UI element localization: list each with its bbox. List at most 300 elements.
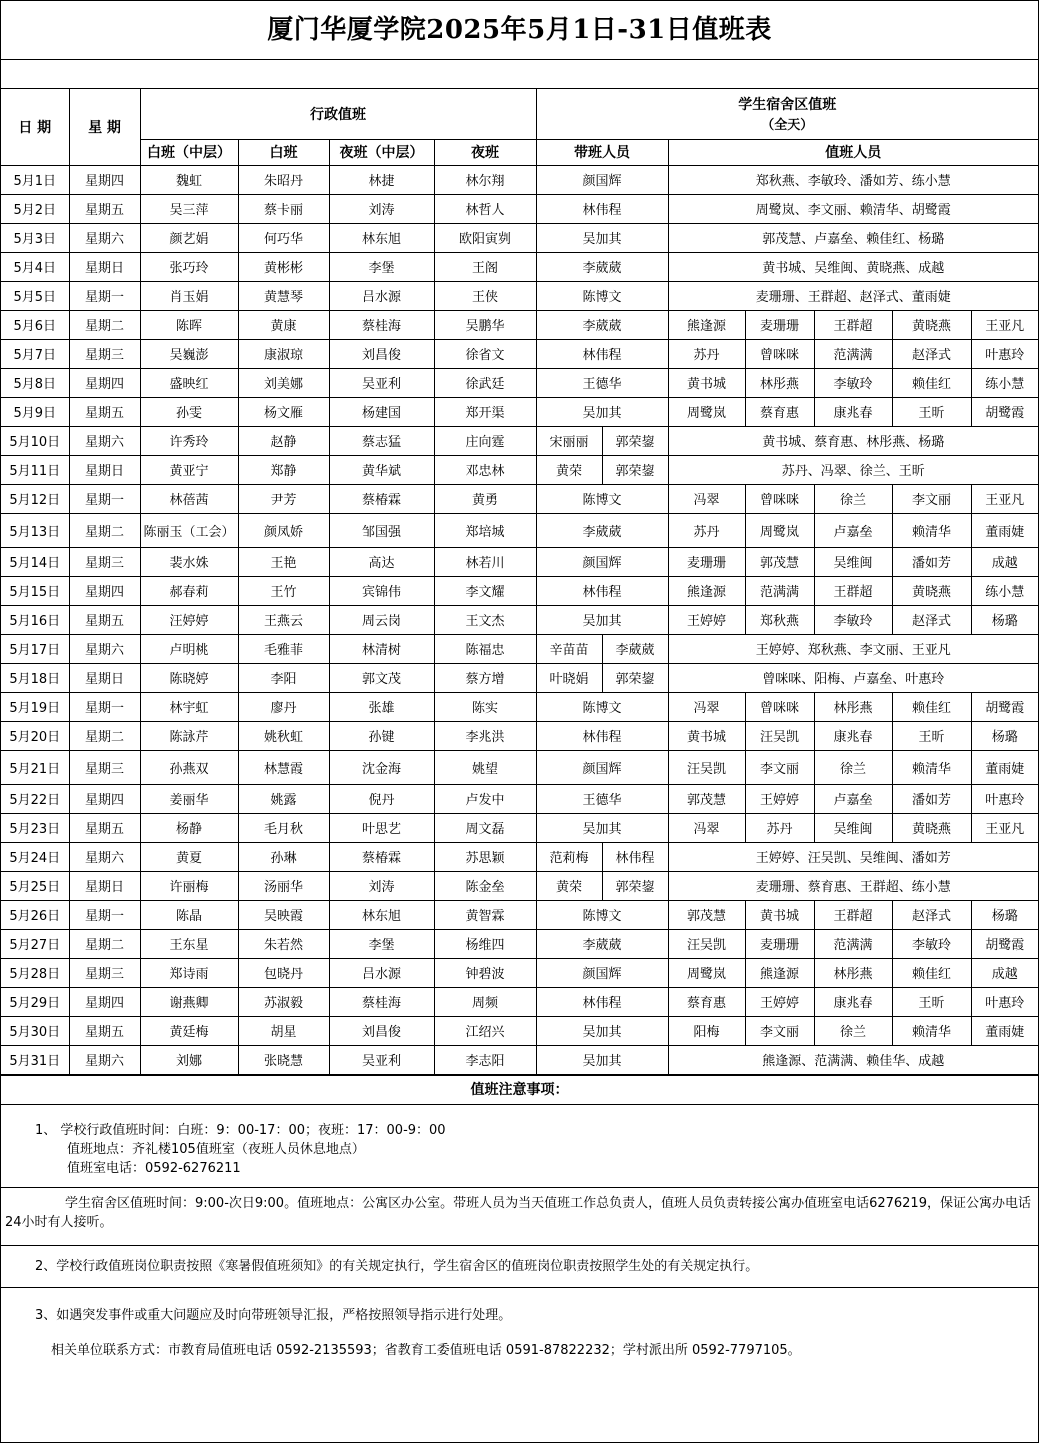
cell-day-mid: 黄廷梅 xyxy=(140,1016,238,1045)
cell-leader: 颜国辉 xyxy=(536,750,668,784)
cell-staff: 杨璐 xyxy=(971,900,1038,929)
cell-staff: 郭茂慧 xyxy=(668,784,745,813)
cell-weekday: 星期四 xyxy=(69,987,140,1016)
cell-leader: 王德华 xyxy=(536,368,668,397)
cell-staff: 麦珊珊 xyxy=(668,547,745,576)
cell-date: 5月9日 xyxy=(1,397,69,426)
cell-night: 陈福忠 xyxy=(434,634,536,663)
cell-weekday: 星期六 xyxy=(69,634,140,663)
cell-leader: 黄荣 xyxy=(536,871,602,900)
cell-day: 何巧华 xyxy=(238,223,329,252)
cell-night: 李志阳 xyxy=(434,1045,536,1074)
cell-day: 蔡卡丽 xyxy=(238,194,329,223)
cell-night: 李文耀 xyxy=(434,576,536,605)
cell-staff: 李文丽 xyxy=(745,750,814,784)
cell-date: 5月6日 xyxy=(1,310,69,339)
header-dorm-title: 学生宿舍区值班 xyxy=(738,97,837,114)
cell-leader: 李葳葳 xyxy=(536,513,668,547)
cell-leader: 李葳葳 xyxy=(536,252,668,281)
cell-day: 张晓慧 xyxy=(238,1045,329,1074)
cell-date: 5月2日 xyxy=(1,194,69,223)
cell-staff: 阳梅 xyxy=(668,1016,745,1045)
note-admin-phone: 值班室电话：0592-6276211 xyxy=(67,1160,241,1176)
cell-night-mid: 蔡椿霖 xyxy=(329,484,434,513)
cell-staff: 练小慧 xyxy=(971,368,1038,397)
header-staff: 值班人员 xyxy=(668,139,1038,165)
cell-day-mid: 郝春莉 xyxy=(140,576,238,605)
cell-day: 毛雅菲 xyxy=(238,634,329,663)
cell-date: 5月13日 xyxy=(1,513,69,547)
cell-weekday: 星期四 xyxy=(69,368,140,397)
table-row xyxy=(1,871,1038,900)
cell-night: 欧阳寅刿 xyxy=(434,223,536,252)
cell-leader: 林伟程 xyxy=(536,576,668,605)
cell-date: 5月10日 xyxy=(1,426,69,455)
cell-staff: 李敏玲 xyxy=(814,368,892,397)
table-row xyxy=(1,721,1038,750)
cell-night: 郑开渠 xyxy=(434,397,536,426)
cell-date: 5月23日 xyxy=(1,813,69,842)
table-row xyxy=(1,368,1038,397)
cell-day: 包晓丹 xyxy=(238,958,329,987)
cell-staff: 林彤燕 xyxy=(814,692,892,721)
cell-weekday: 星期六 xyxy=(69,223,140,252)
cell-night-mid: 吕水源 xyxy=(329,281,434,310)
cell-staff: 黄书城、吴维闽、黄晓燕、成越 xyxy=(668,252,1038,281)
cell-night-mid: 宾锦伟 xyxy=(329,576,434,605)
header-night-mid: 夜班（中层） xyxy=(329,139,434,165)
cell-staff: 郭茂慧 xyxy=(745,547,814,576)
cell-staff: 胡鹭霞 xyxy=(971,692,1038,721)
cell-staff: 黄晓燕 xyxy=(892,813,971,842)
table-row xyxy=(1,784,1038,813)
cell-staff: 王婷婷、郑秋燕、李文丽、王亚凡 xyxy=(668,634,1038,663)
cell-night-mid: 郭文茂 xyxy=(329,663,434,692)
notes-title: 值班注意事项： xyxy=(1,1075,1038,1105)
table-row xyxy=(1,397,1038,426)
table-row xyxy=(1,929,1038,958)
cell-weekday: 星期日 xyxy=(69,252,140,281)
cell-night-mid: 沈金海 xyxy=(329,750,434,784)
note-dorm-hours: 学生宿舍区值班时间：9:00-次日9:00。值班地点：公寓区办公室。带班人员为当天值班工作总负责人，值班人员负责转接公寓办值班室电话6276219，保证公寓办电话24小时有人接听。 xyxy=(1,1188,1038,1246)
cell-staff: 苏丹 xyxy=(745,813,814,842)
cell-weekday: 星期五 xyxy=(69,813,140,842)
note-contacts: 相关单位联系方式：市教育局值班电话 0592-2135593；省教育工委值班电话 0591-87822232；学村派出所 0592-7797105。 xyxy=(51,1342,801,1358)
cell-staff: 王群超 xyxy=(814,900,892,929)
cell-staff: 王亚凡 xyxy=(971,484,1038,513)
cell-staff: 潘如芳 xyxy=(892,784,971,813)
header-weekday: 星 期 xyxy=(69,89,140,165)
cell-date: 5月26日 xyxy=(1,900,69,929)
cell-staff: 麦珊珊 xyxy=(745,929,814,958)
cell-night: 王阁 xyxy=(434,252,536,281)
cell-leader: 李葳葳 xyxy=(536,929,668,958)
cell-staff: 杨璐 xyxy=(971,605,1038,634)
cell-day: 颜凤娇 xyxy=(238,513,329,547)
table-row xyxy=(1,339,1038,368)
cell-weekday: 星期二 xyxy=(69,513,140,547)
cell-staff: 苏丹、冯翠、徐兰、王昕 xyxy=(668,455,1038,484)
cell-staff: 叶惠玲 xyxy=(971,339,1038,368)
cell-day-mid: 陈詠芹 xyxy=(140,721,238,750)
cell-staff: 麦珊珊、蔡育惠、王群超、练小慧 xyxy=(668,871,1038,900)
cell-staff: 赖佳红 xyxy=(892,368,971,397)
cell-staff: 吴维闽 xyxy=(814,547,892,576)
cell-date: 5月22日 xyxy=(1,784,69,813)
cell-staff: 赵泽式 xyxy=(892,339,971,368)
cell-night: 杨维四 xyxy=(434,929,536,958)
cell-day-mid: 刘娜 xyxy=(140,1045,238,1074)
cell-day-mid: 陈晓婷 xyxy=(140,663,238,692)
cell-staff: 李文丽 xyxy=(892,484,971,513)
cell-day-mid: 谢燕卿 xyxy=(140,987,238,1016)
cell-leader: 林伟程 xyxy=(602,842,668,871)
cell-staff: 汪吴凯 xyxy=(668,929,745,958)
table-row xyxy=(1,252,1038,281)
cell-day: 黄慧琴 xyxy=(238,281,329,310)
header-dorm-duty xyxy=(536,89,1038,139)
note-emergency xyxy=(1,1288,1038,1430)
cell-day-mid: 汪婷婷 xyxy=(140,605,238,634)
cell-staff: 卢嘉垒 xyxy=(814,513,892,547)
cell-day: 汤丽华 xyxy=(238,871,329,900)
cell-date: 5月21日 xyxy=(1,750,69,784)
cell-night: 陈金垒 xyxy=(434,871,536,900)
cell-day-mid: 魏虹 xyxy=(140,165,238,194)
table-row xyxy=(1,813,1038,842)
cell-night-mid: 倪丹 xyxy=(329,784,434,813)
cell-day: 王燕云 xyxy=(238,605,329,634)
cell-staff: 练小慧 xyxy=(971,576,1038,605)
cell-leader: 吴加其 xyxy=(536,223,668,252)
cell-date: 5月15日 xyxy=(1,576,69,605)
cell-weekday: 星期日 xyxy=(69,663,140,692)
cell-staff: 王婷婷 xyxy=(668,605,745,634)
cell-night: 黄勇 xyxy=(434,484,536,513)
cell-staff: 范满满 xyxy=(745,576,814,605)
cell-night: 江绍兴 xyxy=(434,1016,536,1045)
cell-leader: 陈博文 xyxy=(536,281,668,310)
cell-night-mid: 林捷 xyxy=(329,165,434,194)
cell-day: 尹芳 xyxy=(238,484,329,513)
table-row xyxy=(1,576,1038,605)
cell-date: 5月31日 xyxy=(1,1045,69,1074)
cell-leader: 颜国辉 xyxy=(536,958,668,987)
header-day-mid: 白班（中层） xyxy=(140,139,238,165)
cell-night-mid: 林东旭 xyxy=(329,223,434,252)
cell-date: 5月24日 xyxy=(1,842,69,871)
table-row xyxy=(1,194,1038,223)
cell-day: 王竹 xyxy=(238,576,329,605)
cell-staff: 冯翠 xyxy=(668,692,745,721)
cell-leader: 林伟程 xyxy=(536,194,668,223)
cell-night: 林尔翔 xyxy=(434,165,536,194)
cell-night-mid: 蔡椿霖 xyxy=(329,842,434,871)
cell-leader: 吴加其 xyxy=(536,813,668,842)
cell-staff: 熊逢源 xyxy=(668,576,745,605)
cell-night-mid: 林清树 xyxy=(329,634,434,663)
cell-weekday: 星期五 xyxy=(69,397,140,426)
cell-night-mid: 李堡 xyxy=(329,252,434,281)
cell-night-mid: 刘涛 xyxy=(329,871,434,900)
cell-night: 钟碧波 xyxy=(434,958,536,987)
cell-night-mid: 刘涛 xyxy=(329,194,434,223)
cell-night: 黄智霖 xyxy=(434,900,536,929)
cell-night-mid: 邹国强 xyxy=(329,513,434,547)
cell-day: 王艳 xyxy=(238,547,329,576)
cell-staff: 汪吴凯 xyxy=(745,721,814,750)
cell-weekday: 星期三 xyxy=(69,958,140,987)
table-row xyxy=(1,165,1038,194)
note-admin-hours xyxy=(1,1105,1038,1188)
cell-weekday: 星期六 xyxy=(69,426,140,455)
cell-staff: 范满满 xyxy=(814,339,892,368)
cell-staff: 徐兰 xyxy=(814,484,892,513)
cell-weekday: 星期一 xyxy=(69,281,140,310)
cell-night-mid: 吕水源 xyxy=(329,958,434,987)
cell-day: 赵静 xyxy=(238,426,329,455)
cell-leader: 郭荣鋆 xyxy=(602,455,668,484)
cell-leader: 范莉梅 xyxy=(536,842,602,871)
table-row xyxy=(1,605,1038,634)
cell-day: 姚露 xyxy=(238,784,329,813)
cell-weekday: 星期二 xyxy=(69,310,140,339)
table-row xyxy=(1,426,1038,455)
header-leader: 带班人员 xyxy=(536,139,668,165)
cell-leader: 郭荣鋆 xyxy=(602,871,668,900)
cell-staff: 林彤燕 xyxy=(745,368,814,397)
cell-day-mid: 裴水姝 xyxy=(140,547,238,576)
title-gap xyxy=(1,60,1038,89)
cell-staff: 黄晓燕 xyxy=(892,310,971,339)
cell-night-mid: 张雄 xyxy=(329,692,434,721)
cell-weekday: 星期二 xyxy=(69,721,140,750)
cell-night: 周文磊 xyxy=(434,813,536,842)
cell-day: 黄康 xyxy=(238,310,329,339)
cell-day-mid: 吴巍澎 xyxy=(140,339,238,368)
cell-night: 苏思颖 xyxy=(434,842,536,871)
cell-day: 毛月秋 xyxy=(238,813,329,842)
table-row xyxy=(1,310,1038,339)
cell-night: 王文杰 xyxy=(434,605,536,634)
table-row xyxy=(1,281,1038,310)
cell-staff: 赵泽式 xyxy=(892,900,971,929)
cell-staff: 王婷婷 xyxy=(745,987,814,1016)
cell-staff: 胡鹭霞 xyxy=(971,397,1038,426)
cell-weekday: 星期一 xyxy=(69,900,140,929)
cell-weekday: 星期五 xyxy=(69,1016,140,1045)
table-row xyxy=(1,513,1038,547)
cell-night-mid: 叶思艺 xyxy=(329,813,434,842)
cell-night: 周频 xyxy=(434,987,536,1016)
cell-night: 陈实 xyxy=(434,692,536,721)
cell-night-mid: 高达 xyxy=(329,547,434,576)
table-row xyxy=(1,484,1038,513)
cell-staff: 王亚凡 xyxy=(971,813,1038,842)
cell-weekday: 星期六 xyxy=(69,842,140,871)
cell-staff: 胡鹭霞 xyxy=(971,929,1038,958)
cell-night: 吴鹏华 xyxy=(434,310,536,339)
note-emergency-text: 3、如遇突发事件或重大问题应及时向带班领导汇报，严格按照领导指示进行处理。 xyxy=(35,1307,512,1323)
cell-staff: 成越 xyxy=(971,958,1038,987)
cell-leader: 黄荣 xyxy=(536,455,602,484)
cell-staff: 叶惠玲 xyxy=(971,784,1038,813)
cell-staff: 李文丽 xyxy=(745,1016,814,1045)
cell-staff: 黄书城、蔡育惠、林彤燕、杨璐 xyxy=(668,426,1038,455)
header-date: 日 期 xyxy=(1,89,69,165)
cell-day: 廖丹 xyxy=(238,692,329,721)
cell-date: 5月7日 xyxy=(1,339,69,368)
cell-day-mid: 陈丽玉（工会） xyxy=(140,513,238,547)
cell-day: 朱若然 xyxy=(238,929,329,958)
cell-day: 黄彬彬 xyxy=(238,252,329,281)
cell-staff: 汪吴凯 xyxy=(668,750,745,784)
cell-night: 郑培城 xyxy=(434,513,536,547)
cell-leader: 李葳葳 xyxy=(536,310,668,339)
cell-day-mid: 孙燕双 xyxy=(140,750,238,784)
cell-night-mid: 吴亚利 xyxy=(329,368,434,397)
cell-weekday: 星期四 xyxy=(69,576,140,605)
cell-staff: 王昕 xyxy=(892,397,971,426)
header-day: 白班 xyxy=(238,139,329,165)
cell-staff: 曾咪咪、阳梅、卢嘉垒、叶惠玲 xyxy=(668,663,1038,692)
cell-staff: 范满满 xyxy=(814,929,892,958)
cell-staff: 周鹭岚 xyxy=(668,397,745,426)
cell-leader: 宋丽丽 xyxy=(536,426,602,455)
cell-leader: 吴加其 xyxy=(536,397,668,426)
cell-day-mid: 姜丽华 xyxy=(140,784,238,813)
cell-night: 林若川 xyxy=(434,547,536,576)
cell-staff: 郑秋燕、李敏玲、潘如芳、练小慧 xyxy=(668,165,1038,194)
cell-staff: 麦珊珊、王群超、赵泽式、董雨婕 xyxy=(668,281,1038,310)
cell-night-mid: 林东旭 xyxy=(329,900,434,929)
cell-staff: 吴维闽 xyxy=(814,813,892,842)
cell-day-mid: 杨静 xyxy=(140,813,238,842)
cell-day-mid: 张巧玲 xyxy=(140,252,238,281)
cell-staff: 李敏玲 xyxy=(892,929,971,958)
table-row xyxy=(1,750,1038,784)
cell-date: 5月12日 xyxy=(1,484,69,513)
cell-staff: 周鹭岚 xyxy=(668,958,745,987)
cell-night: 林哲人 xyxy=(434,194,536,223)
cell-staff: 曾咪咪 xyxy=(745,692,814,721)
cell-leader: 陈博文 xyxy=(536,900,668,929)
cell-day: 胡星 xyxy=(238,1016,329,1045)
cell-day: 郑静 xyxy=(238,455,329,484)
cell-leader: 林伟程 xyxy=(536,721,668,750)
cell-night-mid: 蔡志猛 xyxy=(329,426,434,455)
cell-staff: 周鹭岚、李文丽、赖清华、胡鹭霞 xyxy=(668,194,1038,223)
cell-weekday: 星期三 xyxy=(69,750,140,784)
note-responsibilities: 2、学校行政值班岗位职责按照《寒暑假值班须知》的有关规定执行，学生宿舍区的值班岗位职责按照学生处的有关规定执行。 xyxy=(1,1246,1038,1288)
cell-staff: 苏丹 xyxy=(668,339,745,368)
cell-date: 5月8日 xyxy=(1,368,69,397)
cell-leader: 陈博文 xyxy=(536,484,668,513)
cell-night-mid: 吴亚利 xyxy=(329,1045,434,1074)
cell-staff: 冯翠 xyxy=(668,813,745,842)
cell-day-mid: 黄亚宁 xyxy=(140,455,238,484)
cell-date: 5月27日 xyxy=(1,929,69,958)
cell-day-mid: 许秀玲 xyxy=(140,426,238,455)
cell-weekday: 星期三 xyxy=(69,339,140,368)
header-night: 夜班 xyxy=(434,139,536,165)
cell-leader: 陈博文 xyxy=(536,692,668,721)
table-row xyxy=(1,663,1038,692)
cell-day: 康淑琼 xyxy=(238,339,329,368)
cell-staff: 黄书城 xyxy=(745,900,814,929)
cell-staff: 周鹭岚 xyxy=(745,513,814,547)
cell-night: 李兆洪 xyxy=(434,721,536,750)
cell-weekday: 星期三 xyxy=(69,547,140,576)
cell-day-mid: 陈晖 xyxy=(140,310,238,339)
table-row xyxy=(1,692,1038,721)
cell-weekday: 星期六 xyxy=(69,1045,140,1074)
roster-body xyxy=(1,165,1038,1074)
cell-staff: 潘如芳 xyxy=(892,547,971,576)
table-row xyxy=(1,1045,1038,1074)
cell-day: 李阳 xyxy=(238,663,329,692)
cell-date: 5月28日 xyxy=(1,958,69,987)
cell-day: 孙琳 xyxy=(238,842,329,871)
cell-date: 5月14日 xyxy=(1,547,69,576)
cell-night: 姚望 xyxy=(434,750,536,784)
cell-staff: 成越 xyxy=(971,547,1038,576)
cell-leader: 林伟程 xyxy=(536,339,668,368)
cell-day: 杨文雁 xyxy=(238,397,329,426)
cell-staff: 苏丹 xyxy=(668,513,745,547)
cell-day-mid: 林宇虹 xyxy=(140,692,238,721)
table-row xyxy=(1,987,1038,1016)
cell-leader: 颜国辉 xyxy=(536,165,668,194)
cell-staff: 李敏玲 xyxy=(814,605,892,634)
cell-day-mid: 王东星 xyxy=(140,929,238,958)
table-row xyxy=(1,455,1038,484)
cell-staff: 赖佳红 xyxy=(892,958,971,987)
cell-staff: 赵泽式 xyxy=(892,605,971,634)
cell-night: 邓忠林 xyxy=(434,455,536,484)
cell-staff: 郭茂慧、卢嘉垒、赖佳红、杨璐 xyxy=(668,223,1038,252)
cell-day-mid: 卢明桃 xyxy=(140,634,238,663)
cell-day: 刘美娜 xyxy=(238,368,329,397)
cell-staff: 蔡育惠 xyxy=(668,987,745,1016)
cell-leader: 郭荣鋆 xyxy=(602,426,668,455)
cell-leader: 郭荣鋆 xyxy=(602,663,668,692)
table-row xyxy=(1,1016,1038,1045)
cell-leader: 叶晓娟 xyxy=(536,663,602,692)
cell-weekday: 星期四 xyxy=(69,165,140,194)
cell-night-mid: 黄华斌 xyxy=(329,455,434,484)
cell-staff: 赖清华 xyxy=(892,750,971,784)
cell-staff: 董雨婕 xyxy=(971,513,1038,547)
cell-night: 庄向霆 xyxy=(434,426,536,455)
cell-day-mid: 吴三萍 xyxy=(140,194,238,223)
cell-weekday: 星期四 xyxy=(69,784,140,813)
table-row xyxy=(1,547,1038,576)
cell-staff: 王群超 xyxy=(814,576,892,605)
cell-date: 5月4日 xyxy=(1,252,69,281)
cell-night-mid: 刘昌俊 xyxy=(329,339,434,368)
cell-weekday: 星期五 xyxy=(69,194,140,223)
cell-leader: 颜国辉 xyxy=(536,547,668,576)
cell-night-mid: 周云岗 xyxy=(329,605,434,634)
cell-leader: 李葳葳 xyxy=(602,634,668,663)
cell-staff: 王亚凡 xyxy=(971,310,1038,339)
cell-day-mid: 林蓓茜 xyxy=(140,484,238,513)
cell-day: 苏淑毅 xyxy=(238,987,329,1016)
cell-leader: 吴加其 xyxy=(536,605,668,634)
cell-staff: 赖清华 xyxy=(892,513,971,547)
cell-staff: 黄书城 xyxy=(668,368,745,397)
